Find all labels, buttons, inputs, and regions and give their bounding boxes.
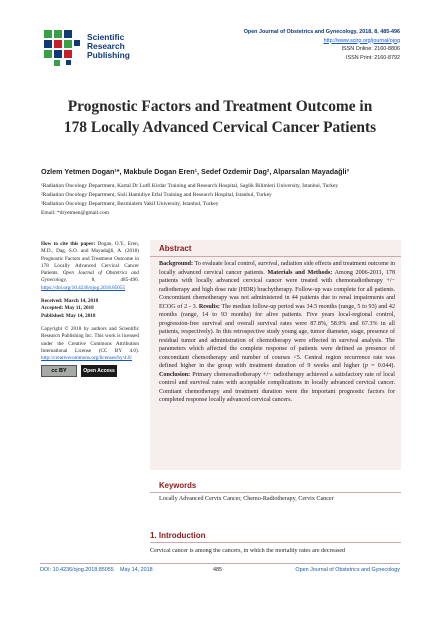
affiliations xyxy=(41,182,421,218)
keywords-divider xyxy=(150,492,401,493)
journal-url-link[interactable]: http://www.scirp.org/journal/ojog xyxy=(323,37,400,44)
footer-journal-name: Open Journal of Obstetrics and Gynecology xyxy=(295,567,400,573)
footer-divider xyxy=(40,563,400,564)
abstract-text: Background: To evaluate local control, survival, radiation side effects and treatment outcome in locally advanced cervical cancer patients. Materials and Methods: Among 2006-2011, 178 patients with locally advanced cervical cancer were treated with chemoradiotherapy +/− radiotherapy and high dose rate (HDR) brachytherapy. Follow-up was complete for all patients. Concomitant chemotherapy was not administered in 44 patients due to renal impairments and ECOG of 2 - 3. Results: The median follow-up period was 34.5 months (range, 5 to 93) and 42 months (range, 14 to 93 months) for alive patients. Five years local-regional control, progression-free survival and overall survival rates were 87.8%, 58.9% and 67.3% in all patients, respectively). In this retrospective study young age, tumor diameter, stage, presence of residual tumor and administration of chemotherapy were effected in survival analysis. The parameters which affected the complete response of patients were defined as presence of concomitant chemotherapy and number of courses <5. Central region recurrence rate was defined higher in the group with treatment duration of 9 weeks and higher (p = 0.044). Conclusion: Primary chemoradiotherapy +/− radiotherapy achieved a satisfactory rate of local control and survival rates with acceptable complications in locally advanced cervical cancer. Comitant chemotherapy and treatment duration were the important prognostic factors for completed response locally advanced cervical cancers. xyxy=(159,261,396,403)
page-number: 485 xyxy=(213,567,222,573)
license-badges xyxy=(41,365,139,377)
abstract-heading: Abstract xyxy=(159,244,192,253)
dates-block xyxy=(41,298,139,320)
doi-link[interactable]: https://doi.org/10.4236/ojog.2018.85055 xyxy=(41,284,126,291)
scirp-logo-icon xyxy=(42,28,82,68)
affiliation-3: ³Radiation Oncology Department, Bezmialem Vakif University, Istanbul, Turkey xyxy=(41,201,219,207)
affiliation-2: ²Radiation Oncology Department, Sisli Hamidiye Etfal Training and Research Hospital, Istanbul, Turkey xyxy=(41,192,272,198)
published-date: Published: May 14, 2018 xyxy=(41,312,96,319)
received-date: Received: March 14, 2018 xyxy=(41,298,99,305)
page-header xyxy=(0,0,440,78)
author-email: Email: *dryetmen@gmail.com xyxy=(41,210,109,216)
issn-print: ISSN Print: 2160-8792 xyxy=(346,54,400,61)
footer-doi[interactable]: DOI: 10.4236/ojog.2018.85055 xyxy=(40,567,114,573)
publisher-logo[interactable] xyxy=(42,28,212,68)
page-footer xyxy=(40,567,400,577)
open-access-badge-icon[interactable]: Open Access xyxy=(81,365,117,377)
journal-citation-line: Open Journal of Obstetrics and Gynecology, 2018, 8, 485-496 xyxy=(243,29,400,35)
introduction-heading: 1. Introduction xyxy=(150,531,206,540)
keywords-text: Locally Advanced Cervix Cancer, Chemo-Radiotherapy, Cervix Cancer xyxy=(159,496,334,502)
keywords-heading: Keywords xyxy=(159,481,197,490)
cc-by-badge-icon[interactable]: cc BY xyxy=(41,365,77,377)
journal-info xyxy=(244,28,400,62)
introduction-divider xyxy=(150,542,401,543)
license-link[interactable]: http://creativecommons.org/licenses/by/4.0/ xyxy=(41,355,132,362)
affiliation-1: ¹Radiation Oncology Department, Kartal Dr Lutfi Kirdar Training and Research Hospital, Saglik Bilimleri University, Istanbul, Turkey xyxy=(41,183,339,189)
footer-date: May 14, 2018 xyxy=(120,567,153,573)
accepted-date: Accepted: May 11, 2018 xyxy=(41,305,94,312)
author-list: Ozlem Yetmen Dogan¹*, Makbule Dogan Eren¹, Sedef Ozdemir Dag², Alparsalan Mayadağli³ xyxy=(41,167,349,176)
article-title: Prognostic Factors and Treatment Outcome in 178 Locally Advanced Cervical Cancer Patients xyxy=(63,98,377,136)
abstract-box xyxy=(150,240,401,470)
issn-online: ISSN Online: 2160-8806 xyxy=(341,46,400,53)
introduction-text: Cervical cancer is among the cancers, in which the mortality rates are decreased xyxy=(150,548,346,554)
article-sidebar xyxy=(41,241,139,383)
citation-block: How to cite this paper: Dogan, O.Y., Eren, M.D., Dag, S.O. and Mayadağli, A. (2018) Prognostic Factors and Treatment Outcome in 178 Locally Advanced Cervical Cancer Patients. Open Journal of Obstetrics and Gynecology, 8, 485-496. https://doi.org/10.4236/ojog.2018.85055 xyxy=(41,241,140,291)
abstract-divider xyxy=(150,256,401,257)
publisher-name: Scientific Research Publishing xyxy=(87,32,130,60)
copyright-block: Copyright © 2018 by authors and Scientific Research Publishing Inc. This work is licensed under the Creative Commons Attribution International License (CC BY 4.0). http://creativecommons.org/licenses/by/4.0/ cc BY Open Access xyxy=(41,326,139,377)
